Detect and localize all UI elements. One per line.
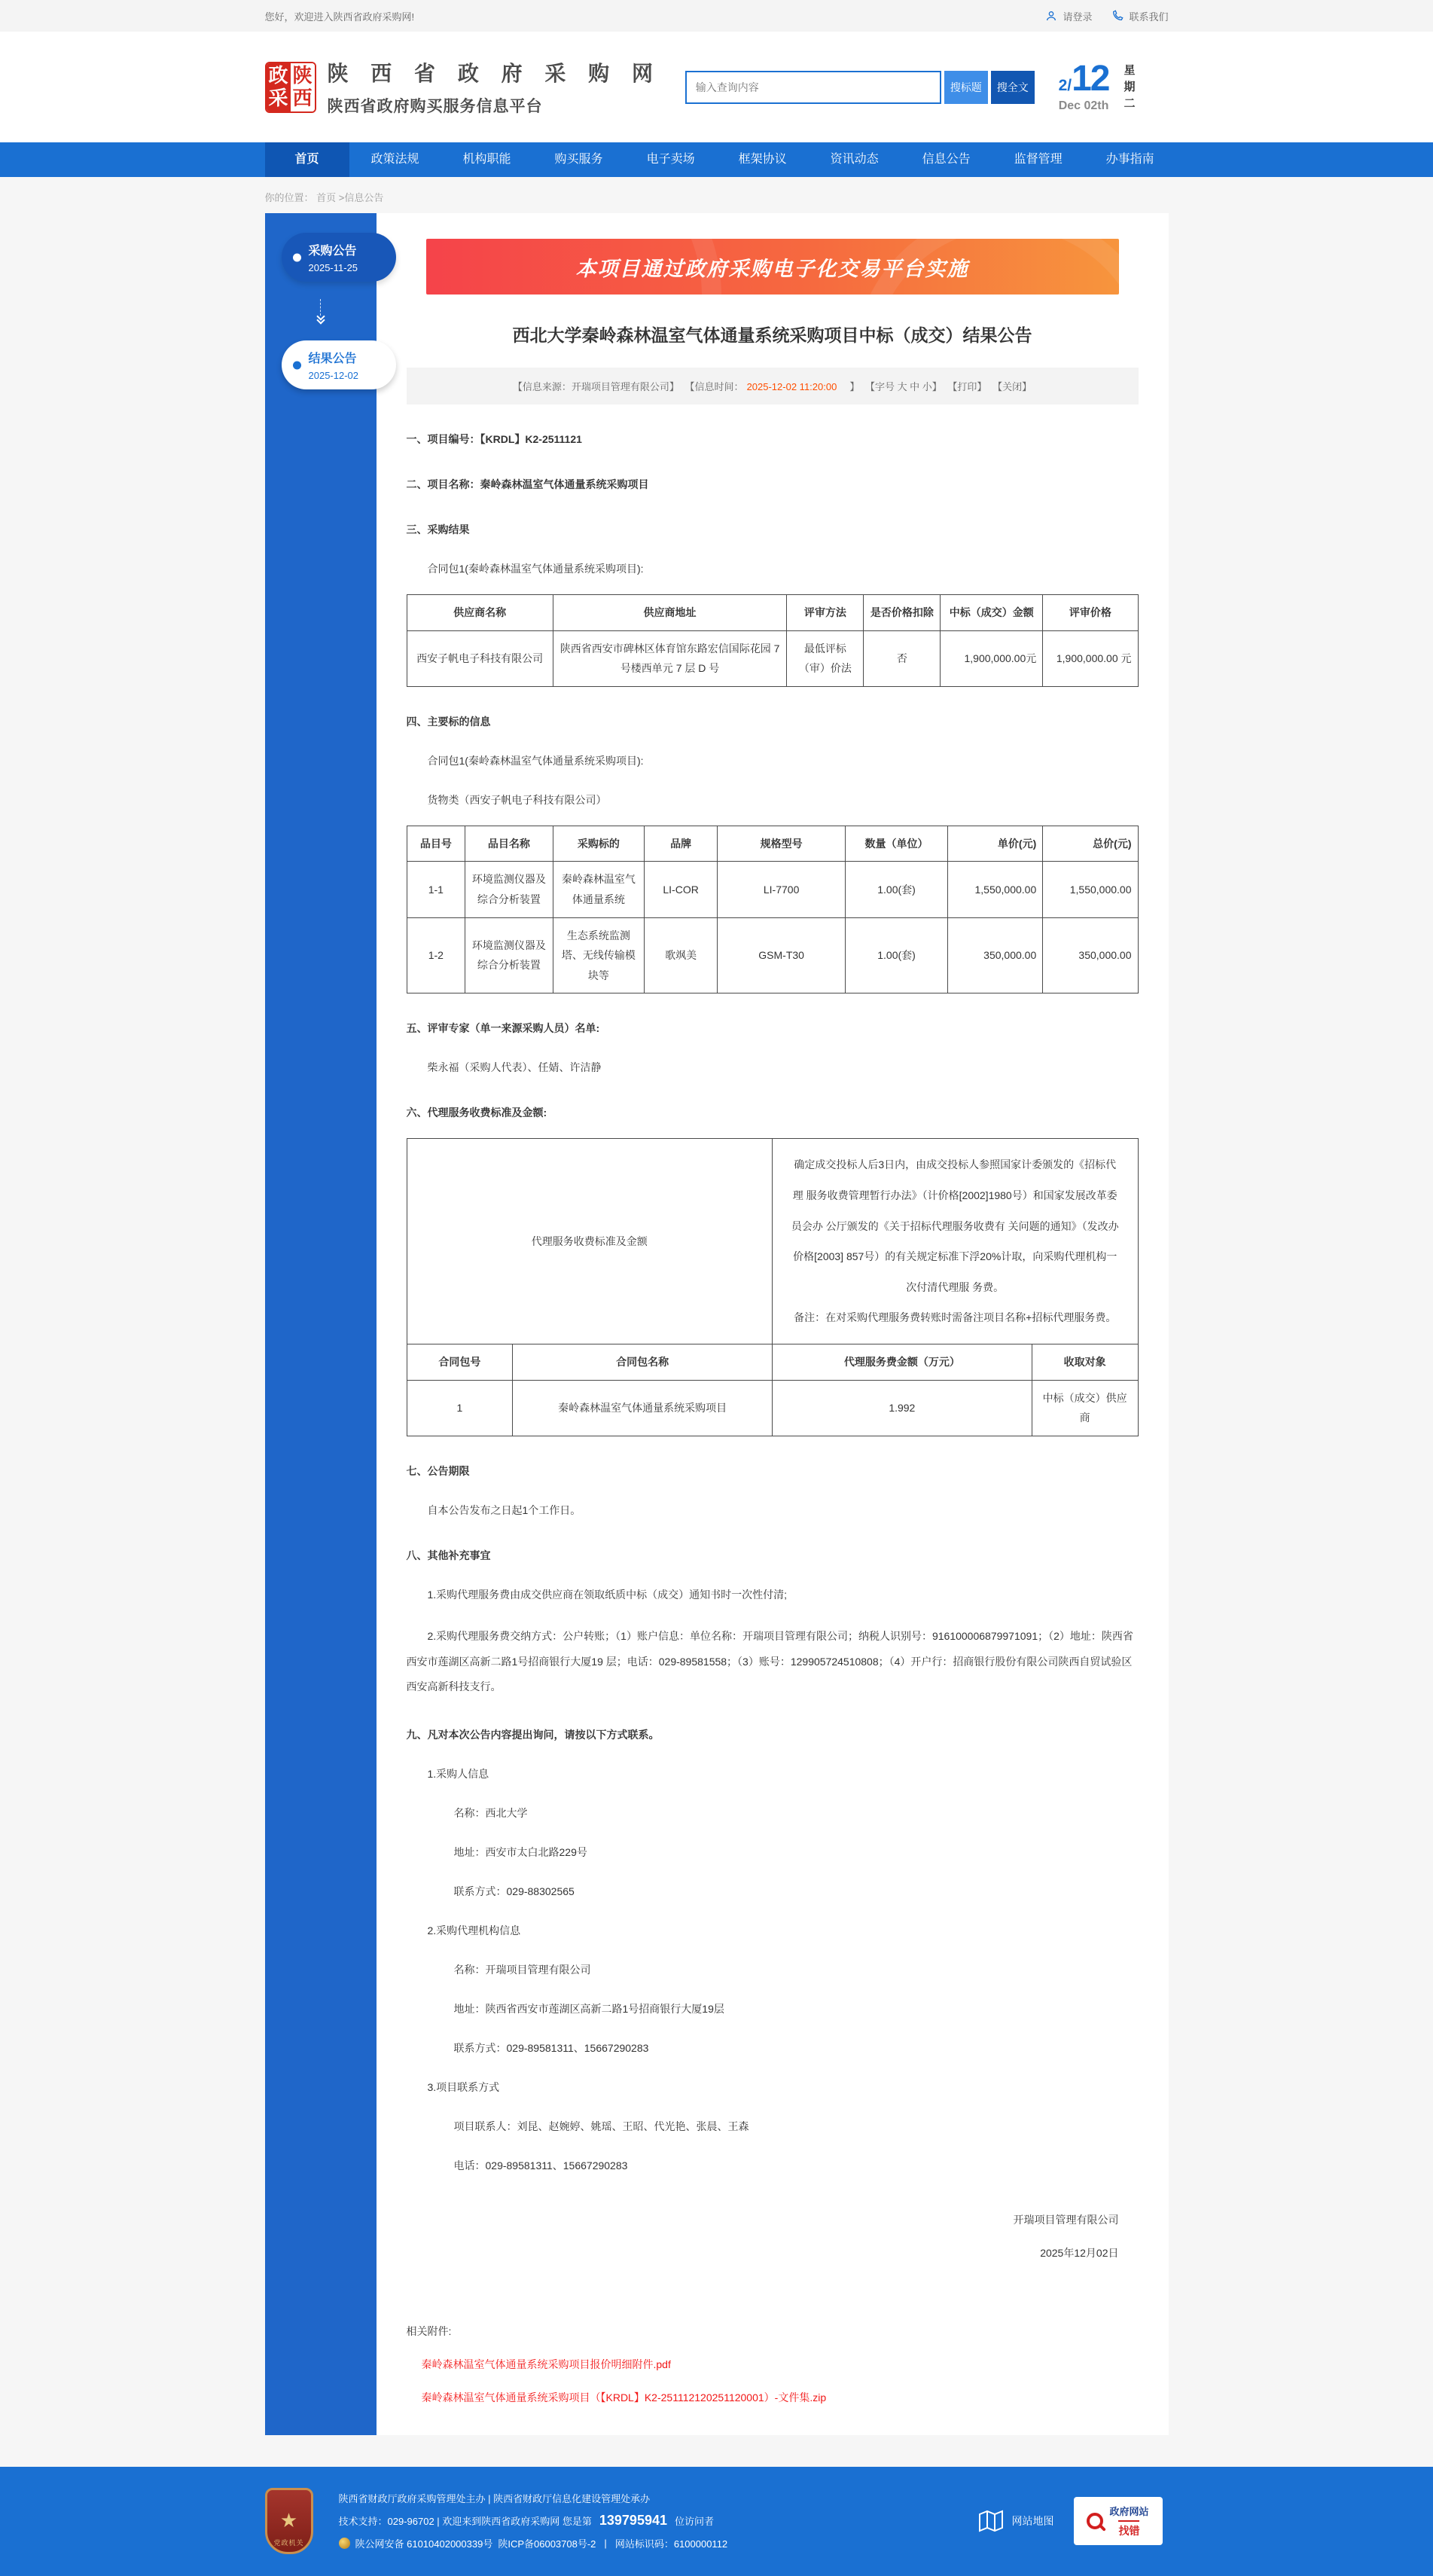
- item-no-cell: 1-1: [407, 862, 465, 917]
- buyer-contact: 联系方式：029-88302565: [453, 1885, 575, 1898]
- table-row: [407, 917, 1138, 993]
- fee-standard-description-cell: [772, 1139, 1138, 1344]
- nav-item-purchase-services[interactable]: 购买服务: [554, 153, 603, 166]
- nav-item-functions[interactable]: 机构职能: [462, 153, 511, 166]
- find-error-title: 政府网站: [1109, 2505, 1149, 2517]
- agency-name: 名称：开瑞项目管理有限公司: [453, 1964, 591, 1976]
- table-header-row: [407, 595, 1138, 631]
- agency-info-title: 2.采购代理机构信息: [427, 1924, 521, 1937]
- close-button[interactable]: 【关闭】: [992, 381, 1032, 392]
- article-panel: [377, 213, 1169, 2435]
- logo-text-right: 陕西: [292, 63, 313, 109]
- supplier-name-cell: 西安子帆电子科技有限公司: [407, 630, 553, 686]
- site-title: 陕 西 省 政 府 采 购 网: [327, 62, 661, 85]
- font-size-control[interactable]: 【字号 大 中 小】: [864, 381, 942, 392]
- signature-block: [407, 2209, 1139, 2263]
- sitemap-label: 网站地图: [1011, 2514, 1054, 2527]
- find-error-action: 找错: [1118, 2520, 1139, 2538]
- attachment-link-pdf[interactable]: 秦岭森林温室气体通量系统采购项目报价明细附件.pdf: [421, 2358, 671, 2371]
- print-button[interactable]: 【打印】: [947, 381, 987, 392]
- quantity-cell: 1.00(套): [846, 862, 948, 917]
- review-experts-list: 柴永福（采购人代表）、任婧、许洁静: [427, 1061, 602, 1074]
- info-source: 【信息来源：开瑞项目管理有限公司】: [512, 381, 679, 392]
- brand-cell: 歌飒美: [645, 917, 718, 993]
- nav-item-supervision[interactable]: 监督管理: [1014, 153, 1063, 166]
- nav-item-home[interactable]: 首页: [265, 142, 349, 177]
- party-government-badge-icon: [265, 2488, 313, 2554]
- login-link[interactable]: [1045, 9, 1092, 23]
- badge-label: 党政机关: [273, 2538, 304, 2547]
- section-4-intro-1: 合同包1(秦岭森林温室气体通量系统采购项目):: [427, 754, 644, 767]
- nav-item-news[interactable]: 资讯动态: [830, 153, 879, 166]
- nav-item-framework-agreement[interactable]: 框架协议: [738, 153, 787, 166]
- package-no-cell: 1: [407, 1380, 513, 1436]
- project-contact-title: 3.项目联系方式: [427, 2081, 500, 2094]
- contact-link[interactable]: [1111, 9, 1168, 23]
- date-english: Dec 02th: [1058, 99, 1109, 112]
- timeline-item-date: 2025-11-25: [308, 262, 358, 273]
- welcome-text: 您好，欢迎进入陕西省政府采购网!: [264, 11, 415, 23]
- sidebar-item-result-announcement[interactable]: [282, 340, 396, 389]
- column-header: 品牌: [645, 826, 718, 862]
- timeline-item-title: 结果公告: [308, 353, 357, 365]
- search-fulltext-button[interactable]: 搜全文: [991, 71, 1035, 104]
- column-header: 规格型号: [718, 826, 846, 862]
- signature-date: 2025年12月02日: [1040, 2247, 1119, 2260]
- breadcrumb: [265, 177, 1169, 213]
- breadcrumb-separator: >: [338, 192, 345, 203]
- map-icon: [978, 2510, 1004, 2532]
- government-site-error-report-button[interactable]: [1074, 2497, 1163, 2545]
- login-label: 请登录: [1063, 11, 1093, 23]
- info-time-prefix: 【信息时间：: [684, 381, 744, 392]
- section-4-heading: 四、主要标的信息: [406, 715, 491, 728]
- logo-text-left: 政采: [268, 63, 288, 109]
- timeline-item-title: 采购公告: [308, 245, 357, 258]
- column-header: 代理服务费金额（万元）: [772, 1344, 1032, 1380]
- buyer-address: 地址：西安市太白北路229号: [453, 1846, 587, 1859]
- organizer-text: 陕西省财政厅政府采购管理处主办 | 陕西省财政厅信息化建设管理处承办: [338, 2493, 651, 2505]
- review-price-cell: 1,900,000.00 元: [1043, 630, 1138, 686]
- agency-contact: 联系方式：029-89581311、15667290283: [453, 2042, 649, 2055]
- agency-fee-table: [407, 1138, 1139, 1436]
- magnifier-icon: [1087, 2513, 1103, 2529]
- fee-standard-label-cell: 代理服务收费标准及金额: [407, 1139, 772, 1344]
- footer-support-line: [339, 2513, 953, 2529]
- award-items-table: [407, 826, 1139, 994]
- fee-description-text: 确定成交投标人后3日内，由成交投标人参照国家计委颁发的《招标代理 服务收费管理暂行办法》（计价格[2002]1980号）和国家发展改革委员会办 公厅颁发的《关于招标代理服务收费有 关问题的通知》（发改办价格[2003] 857号）的有关规定标准下浮20%计取，向采购代理机构一次付清代理服 务费。: [791, 1158, 1119, 1293]
- footer-legal-line: [339, 2536, 953, 2550]
- column-header: 中标（成交）金额: [941, 595, 1043, 631]
- attachments-section: [407, 2324, 1139, 2405]
- site-logo: [265, 62, 316, 113]
- section-3-intro: 合同包1(秦岭森林温室气体通量系统采购项目):: [427, 563, 644, 575]
- article-meta-bar: [407, 368, 1139, 404]
- table-header-row: [407, 826, 1138, 862]
- site-brand[interactable]: [265, 57, 661, 117]
- fee-amount-cell: 1.992: [772, 1380, 1032, 1436]
- item-subject-cell: 生态系统监测塔、无线传输模块等: [553, 917, 644, 993]
- unit-price-cell: 350,000.00: [948, 917, 1043, 993]
- public-security-registration: 陕公网安备 61010402000339号: [355, 2538, 493, 2550]
- announcement-period: 自本公告发布之日起1个工作日。: [427, 1503, 581, 1516]
- fee-payer-cell: 中标（成交）供应商: [1032, 1380, 1138, 1436]
- column-header: 品目号: [407, 826, 465, 862]
- item-category-cell: 环境监测仪器及综合分析装置: [465, 917, 553, 993]
- column-header: 收取对象: [1032, 1344, 1138, 1380]
- search-input[interactable]: [685, 71, 941, 104]
- buyer-info-title: 1.采购人信息: [427, 1768, 489, 1781]
- table-row: [407, 1380, 1138, 1436]
- timeline-sidebar: [265, 213, 377, 2435]
- section-2-heading: 二、项目名称：秦岭森林温室气体通量系统采购项目: [406, 478, 649, 490]
- column-header: 供应商名称: [407, 595, 553, 631]
- sidebar-item-procurement-announcement[interactable]: [282, 233, 396, 282]
- item-subject-cell: 秦岭森林温室气体通量系统: [553, 862, 644, 917]
- visitor-suffix: 位访问者: [675, 2516, 715, 2528]
- section-6-heading: 六、代理服务收费标准及金额:: [406, 1106, 547, 1119]
- timeline-dot: [293, 361, 301, 369]
- sitemap-link[interactable]: [978, 2510, 1054, 2532]
- model-cell: LI-7700: [718, 862, 846, 917]
- icp-license: 陕ICP备06003708号-2: [498, 2538, 596, 2550]
- agency-address: 地址：陕西省西安市莲湖区高新二路1号招商银行大厦19层: [453, 2003, 724, 2016]
- top-bar: [0, 0, 1433, 32]
- column-header: 合同包号: [407, 1344, 513, 1380]
- user-icon: [1045, 10, 1057, 22]
- site-identification-code: 网站标识码：6100000112: [614, 2538, 728, 2550]
- search-bar: [685, 71, 1035, 104]
- supplier-address-cell: 陕西省西安市碑林区体育馆东路宏信国际花园 7 号楼西单元 7 层 D 号: [553, 630, 787, 686]
- attachments-label: 相关附件:: [406, 2325, 452, 2338]
- unit-price-cell: 1,550,000.00: [948, 862, 1043, 917]
- column-header: 评审价格: [1043, 595, 1138, 631]
- site-footer: [0, 2467, 1433, 2576]
- column-header: 是否价格扣除: [864, 595, 941, 631]
- column-header: 采购标的: [553, 826, 644, 862]
- total-price-cell: 350,000.00: [1043, 917, 1138, 993]
- item-no-cell: 1-2: [407, 917, 465, 993]
- section-5-heading: 五、评审专家（单一来源采购人员）名单:: [406, 1022, 600, 1035]
- breadcrumb-prefix: 你的位置：: [264, 192, 314, 203]
- attachment-link-zip[interactable]: 秦岭森林温室气体通量系统采购项目（【KRDL】K2-251112120251120001）-文件集.zip: [421, 2391, 827, 2404]
- section-9-heading: 九、凡对本次公告内容提出询问，请按以下方式联系。: [406, 1729, 660, 1741]
- buyer-name: 名称：西北大学: [453, 1807, 528, 1820]
- info-time-value: 2025-12-02 11:20:00: [746, 381, 837, 392]
- page-title: 西北大学秦岭森林温室气体通量系统采购项目中标（成交）结果公告: [512, 325, 1032, 345]
- section-3-heading: 三、采购结果: [406, 523, 470, 536]
- column-header: 品目名称: [465, 826, 553, 862]
- date-month: 2/: [1058, 76, 1072, 94]
- footer-organizer-line: [339, 2491, 953, 2505]
- procurement-result-table: [407, 594, 1139, 687]
- column-header: 数量（单位）: [846, 826, 948, 862]
- support-text: 技术支持：029-96702 | 欢迎来到陕西省政府采购网 您是第: [338, 2516, 592, 2528]
- search-title-button[interactable]: 搜标题: [944, 71, 988, 104]
- main-nav: [0, 142, 1433, 177]
- contact-label: 联系我们: [1129, 11, 1169, 23]
- breadcrumb-home-link[interactable]: 首页: [316, 192, 337, 203]
- timeline-dot: [293, 253, 301, 261]
- project-phone: 电话：029-89581311、15667290283: [453, 2159, 628, 2172]
- quantity-cell: 1.00(套): [846, 917, 948, 993]
- phone-icon: [1111, 10, 1124, 22]
- item-category-cell: 环境监测仪器及综合分析装置: [465, 862, 553, 917]
- info-time-suffix: 】: [840, 381, 860, 392]
- section-1-heading: 一、项目编号：【KRDL】K2-2511121: [406, 433, 582, 445]
- date-day: 12: [1072, 58, 1109, 99]
- model-cell: GSM-T30: [718, 917, 846, 993]
- price-deduction-cell: 否: [864, 630, 941, 686]
- column-header: 单价(元): [948, 826, 1043, 862]
- torch-glyph: ★: [279, 2508, 298, 2532]
- column-header: 合同包名称: [513, 1344, 773, 1380]
- project-contacts: 项目联系人：刘昆、赵婉婷、姚瑶、王昭、代光艳、张晨、王森: [453, 2120, 749, 2133]
- platform-banner: [426, 239, 1119, 295]
- brand-cell: LI-COR: [645, 862, 718, 917]
- breadcrumb-current-link[interactable]: 信息公告: [344, 192, 384, 203]
- column-header: 总价(元): [1043, 826, 1138, 862]
- nav-item-service-guide[interactable]: 办事指南: [1105, 153, 1154, 166]
- timeline-down-arrow-icon: [265, 282, 377, 340]
- nav-item-policies[interactable]: 政策法规: [370, 153, 419, 166]
- site-subtitle: 陕西省政府购买服务信息平台: [327, 98, 543, 115]
- supplement-paragraph-2: 2.采购代理服务费交纳方式：公户转账；（1）账户信息：单位名称：开瑞项目管理有限公司；纳税人识别号：916100006879971091；（2）地址：陕西省西安市莲湖区高新二路1号招商银行大厦19 层；电话：029-89581558；（3）账号：129905724510808；（4）开户行：招商银行股份有限公司陕西自贸试验区西安高新科技支行。: [406, 1630, 1133, 1693]
- fee-description-note: 备注：在对采购代理服务费转账时需备注项目名称+招标代理服务费。: [794, 1311, 1117, 1324]
- award-amount-cell: 1,900,000.00元: [941, 630, 1043, 686]
- nav-item-announcements[interactable]: 信息公告: [922, 153, 971, 166]
- table-row: [407, 862, 1138, 917]
- table-row: [407, 630, 1138, 686]
- section-8-heading: 八、其他补充事宜: [406, 1549, 491, 1561]
- separator: |: [604, 2538, 607, 2550]
- date-weekday: 星期二: [1122, 63, 1136, 114]
- date-widget: [1058, 58, 1169, 114]
- supplement-paragraph-1: 1.采购代理服务费由成交供应商在领取纸质中标（成交）通知书时一次性付清;: [427, 1588, 788, 1601]
- package-name-cell: 秦岭森林温室气体通量系统采购项目: [513, 1380, 773, 1436]
- table-row: [407, 1139, 1138, 1344]
- section-7-heading: 七、公告期限: [406, 1464, 470, 1477]
- table-header-row: [407, 1344, 1138, 1380]
- timeline-item-date: 2025-12-02: [308, 370, 358, 381]
- review-method-cell: 最低评标（审）价法: [787, 630, 864, 686]
- column-header: 评审方法: [787, 595, 864, 631]
- section-4-intro-2: 货物类（西安子帆电子科技有限公司）: [427, 793, 607, 806]
- police-badge-icon: [339, 2538, 350, 2549]
- banner-text: 本项目通过政府采购电子化交易平台实施: [575, 257, 969, 280]
- nav-item-e-mall[interactable]: 电子卖场: [646, 153, 695, 166]
- visitor-count: 139795941: [599, 2513, 667, 2529]
- site-header: [0, 32, 1433, 142]
- total-price-cell: 1,550,000.00: [1043, 862, 1138, 917]
- column-header: 供应商地址: [553, 595, 787, 631]
- signature-organization: 开瑞项目管理有限公司: [1013, 2214, 1119, 2227]
